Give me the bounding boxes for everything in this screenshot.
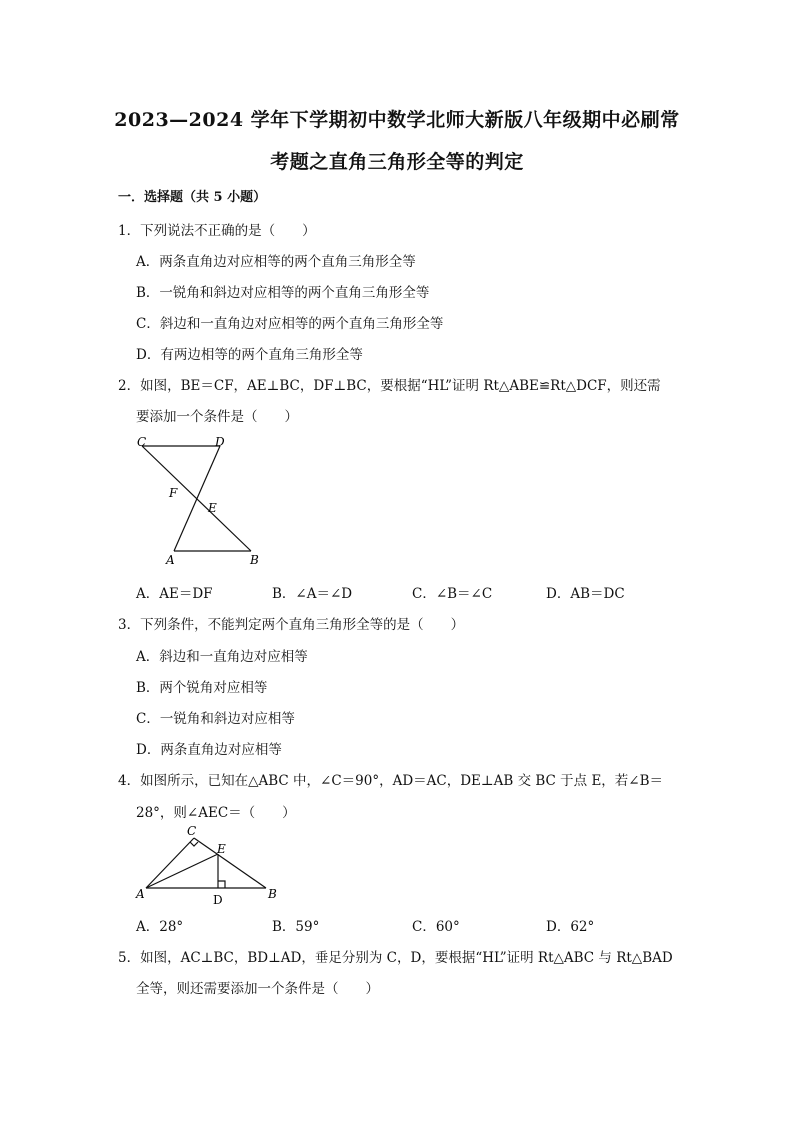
section-heading: 一．选择题（共 5 小题） [118, 190, 267, 205]
figure-2-label-f: F [169, 486, 178, 500]
question-2-stem-line-1: 2．如图，BE＝CF，AE⊥BC，DF⊥BC，要根据“HL”证明 Rt△ABE≌Rt△DCF，则还需 [118, 378, 661, 394]
figure-2-label-a: A [166, 553, 175, 567]
question-3-option-d: D．两条直角边对应相等 [136, 742, 282, 758]
figure-4-label-a: A [136, 887, 145, 901]
question-4-option-c: C．60° [412, 919, 460, 935]
figure-2-label-e: E [208, 501, 217, 515]
question-1-option-d: D．有两边相等的两个直角三角形全等 [136, 347, 363, 363]
question-1-option-a: A．两条直角边对应相等的两个直角三角形全等 [136, 254, 416, 270]
document-title-line-2: 考题之直角三角形全等的判定 [270, 151, 524, 173]
figure-4-label-b: B [268, 887, 277, 901]
question-2-option-c: C．∠B＝∠C [412, 586, 493, 602]
question-2-option-b: B．∠A＝∠D [272, 586, 353, 602]
question-3-option-a: A．斜边和一直角边对应相等 [136, 649, 308, 665]
question-4-stem-line-1: 4．如图所示，已知在△ABC 中，∠C＝90°，AD＝AC，DE⊥AB 交 BC 于点 E，若∠B＝ [118, 773, 664, 789]
question-2-option-d: D．AB＝DC [546, 586, 625, 602]
question-1-option-b: B．一锐角和斜边对应相等的两个直角三角形全等 [136, 285, 430, 301]
figure-2-label-d: D [215, 435, 225, 449]
figure-2-label-b: B [250, 553, 259, 567]
figure-2-label-c: C [137, 435, 147, 449]
question-5-stem-line-1: 5．如图，AC⊥BC，BD⊥AD，垂足分别为 C，D，要根据“HL”证明 Rt△ABC 与 Rt△BAD [118, 950, 673, 966]
figure-4-label-d: D [213, 893, 223, 907]
question-2-option-a: A．AE＝DF [136, 586, 213, 602]
question-4-option-d: D．62° [546, 919, 595, 935]
question-5-stem-line-2: 全等，则还需要添加一个条件是（ ） [136, 981, 379, 997]
question-2-figure [130, 430, 270, 570]
question-1-stem: 1．下列说法不正确的是（ ） [118, 223, 316, 239]
question-3-option-b: B．两个锐角对应相等 [136, 680, 268, 696]
question-3-stem: 3．下列条件，不能判定两个直角三角形全等的是（ ） [118, 617, 465, 633]
question-3-option-c: C．一锐角和斜边对应相等 [136, 711, 295, 727]
question-2-stem-line-2: 要添加一个条件是（ ） [136, 409, 298, 425]
question-1-option-c: C．斜边和一直角边对应相等的两个直角三角形全等 [136, 316, 444, 332]
figure-4-label-c: C [187, 824, 197, 838]
question-4-option-b: B．59° [272, 919, 320, 935]
question-4-figure [132, 822, 282, 910]
question-4-option-a: A．28° [136, 919, 184, 935]
figure-4-label-e: E [217, 842, 226, 856]
question-4-stem-line-2: 28°，则∠AEC＝（ ） [136, 805, 296, 821]
document-title-line-1: 2023—2024 学年下学期初中数学北师大新版八年级期中必刷常 [114, 109, 680, 131]
